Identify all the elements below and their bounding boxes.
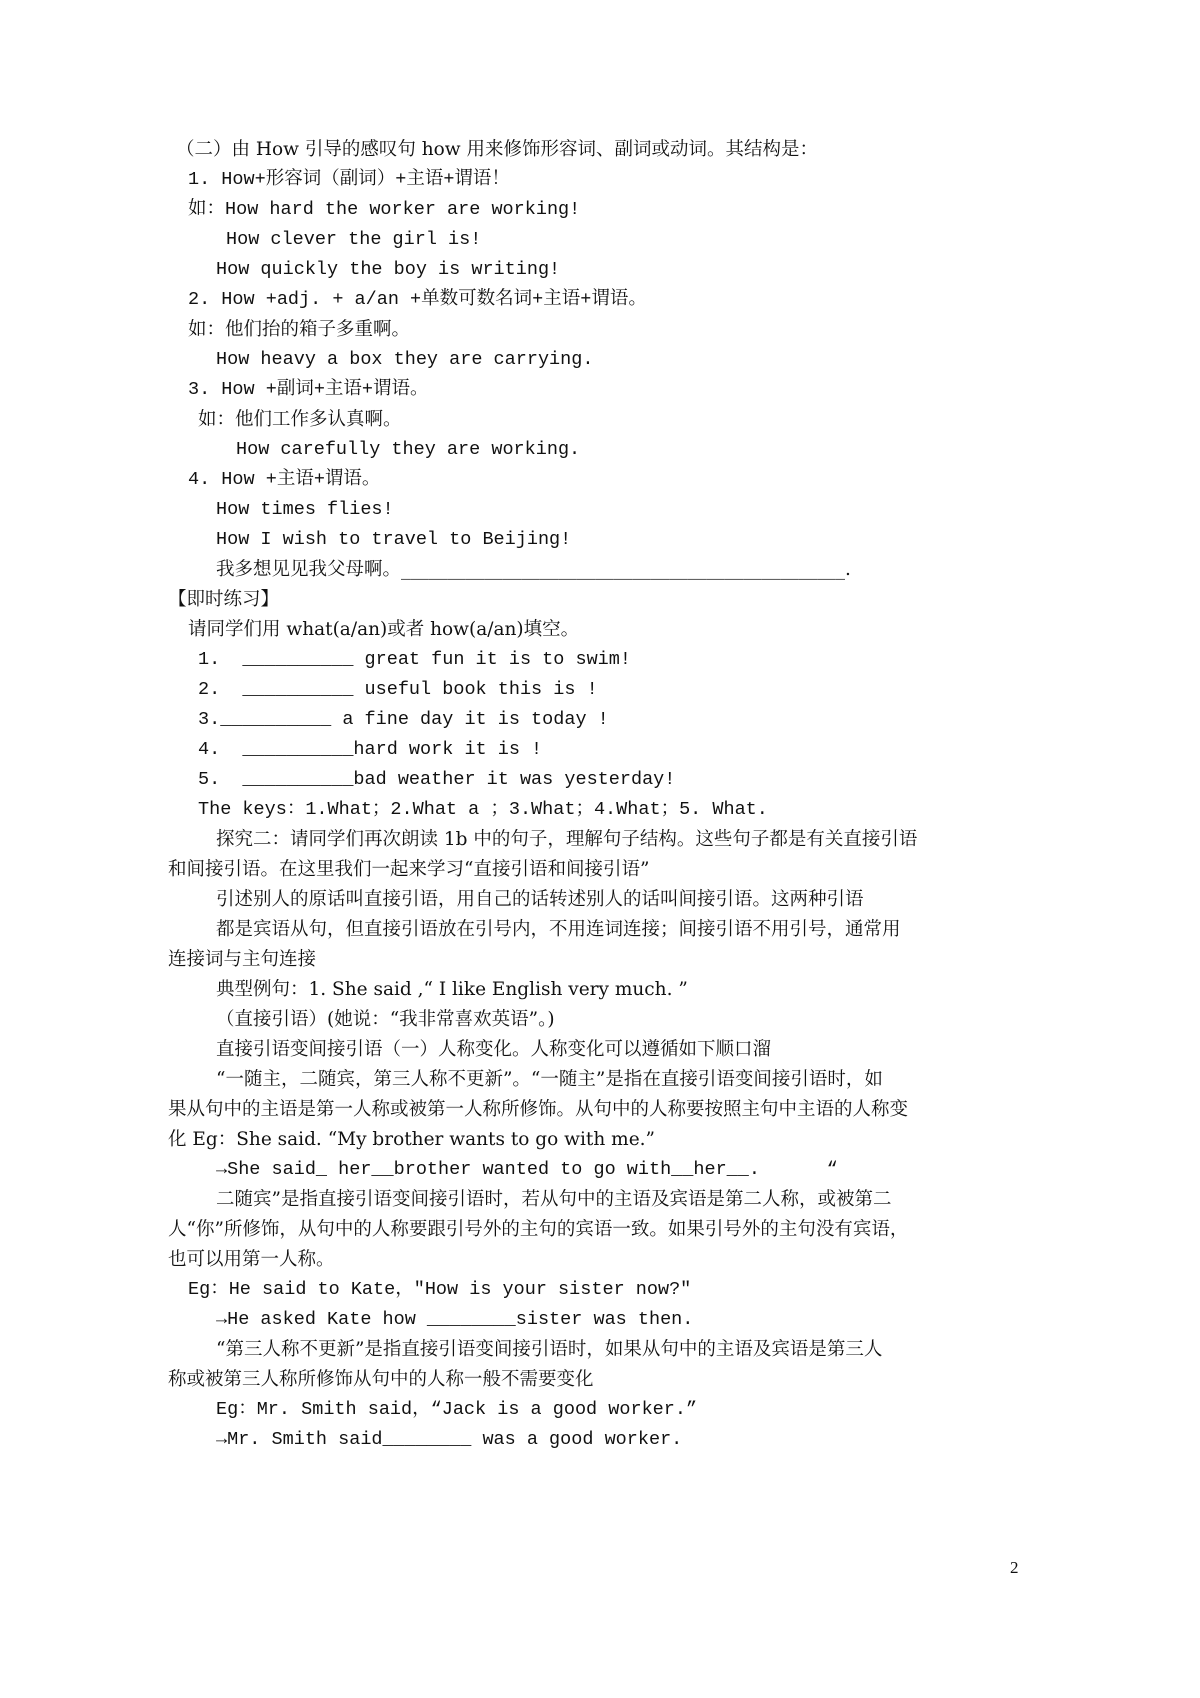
paragraph-line: 果从句中的主语是第一人称或被第一人称所修饰。从句中的人称要按照主句中主语的人称变 (168, 1099, 909, 1120)
section-heading: （二）由 How 引导的感叹句 how 用来修饰形容词、副词或动词。其结构是： (176, 139, 819, 160)
example-line: Eg：He said to Kate，"How is your sister now?" (188, 1279, 692, 1300)
paragraph-line: 化 Eg：She said. “My brother wants to go with me.” (168, 1129, 655, 1150)
exercise-item: 2. __________ useful book this is ! (198, 679, 598, 700)
paragraph-line: 二随宾”是指直接引语变间接引语时，若从句中的主语及宾语是第二人称，或被第二 (216, 1189, 892, 1210)
example-line: How I wish to travel to Beijing! (216, 529, 572, 550)
exercise-item: 1. __________ great fun it is to swim! (198, 649, 631, 670)
example-line: →Mr. Smith said________ was a good worker. (216, 1429, 683, 1450)
structure-1: 1. How+形容词（副词）+主语+谓语！ (188, 169, 510, 190)
example-sentence: 典型例句：1. She said ,“ I like English very much. ” (216, 979, 688, 1000)
paragraph-line: 称或被第三人称所修饰从句中的人称一般不需要变化 (168, 1369, 594, 1390)
paragraph-line: “第三人称不更新”是指直接引语变间接引语时，如果从句中的主语及宾语是第三人 (216, 1339, 883, 1360)
exercise-item: 3.__________ a fine day it is today ! (198, 709, 609, 730)
paragraph-line: 都是宾语从句，但直接引语放在引号内，不用连词连接；间接引语不用引号，通常用 (216, 919, 901, 940)
paragraph-line: 引述别人的原话叫直接引语，用自己的话转述别人的话叫间接引语。这两种引语 (216, 889, 864, 910)
practice-instruction: 请同学们用 what(a/an)或者 how(a/an)填空。 (188, 619, 580, 640)
example-line: How heavy a box they are carrying. (216, 349, 594, 370)
structure-2: 2. How +adj. + a/an +单数可数名词+主语+谓语。 (188, 289, 647, 310)
paragraph-line: 直接引语变间接引语（一）人称变化。人称变化可以遵循如下顺口溜 (216, 1039, 772, 1060)
example-line: 如：How hard the worker are working! (188, 199, 581, 220)
paragraph-line: “一随主，二随宾，第三人称不更新”。“一随主”是指在直接引语变间接引语时，如 (216, 1069, 883, 1090)
structure-4: 4. How +主语+谓语。 (188, 469, 381, 490)
practice-heading: 【即时练习】 (168, 589, 280, 610)
paragraph-line: 探究二：请同学们再次朗读 1b 中的句子，理解句子结构。这些句子都是有关直接引语 (216, 829, 918, 850)
structure-3: 3. How +副词+主语+谓语。 (188, 379, 429, 400)
example-line: How carefully they are working. (236, 439, 581, 460)
example-line: How times flies! (216, 499, 394, 520)
example-line: 如：他们工作多认真啊。 (198, 409, 402, 430)
example-line: →He asked Kate how ________sister was then. (216, 1309, 694, 1330)
answer-keys: The keys：1.What；2.What a ；3.What；4.What；5. What. (198, 799, 768, 820)
page-number: 2 (1010, 1558, 1019, 1577)
example-line: 如：他们抬的箱子多重啊。 (188, 319, 411, 340)
exercise-item: 4. __________hard work it is ! (198, 739, 543, 760)
paragraph-line: 也可以用第一人称。 (168, 1249, 335, 1270)
paragraph-line: 和间接引语。在这里我们一起来学习“直接引语和间接引语” (168, 859, 650, 880)
example-line: How quickly the boy is writing! (216, 259, 561, 280)
paragraph-line: 人“你”所修饰，从句中的人称要跟引号外的主句的宾语一致。如果引号外的主句没有宾语， (168, 1219, 909, 1240)
example-line: How clever the girl is! (226, 229, 482, 250)
paragraph-line: 连接词与主句连接 (168, 949, 317, 970)
translation-blank: 我多想见见我父母啊。________________________________________________. (216, 559, 851, 580)
example-translation: （直接引语）(她说：“我非常喜欢英语”。) (216, 1009, 555, 1030)
example-line: →She said_ her__brother wanted to go with__her__. “ (216, 1159, 838, 1180)
exercise-item: 5. __________bad weather it was yesterday! (198, 769, 676, 790)
example-line: Eg：Mr. Smith said，“Jack is a good worker.” (216, 1399, 698, 1420)
